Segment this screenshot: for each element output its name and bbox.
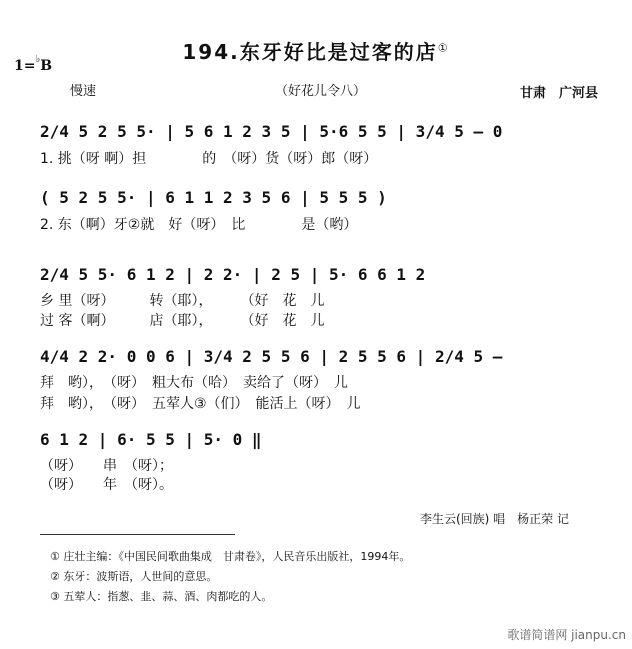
- lyric-line-7: （呀） 串 （呀）；: [40, 458, 173, 474]
- flat-sign: ♭: [35, 54, 41, 65]
- tempo-marking: 慢速: [70, 84, 97, 99]
- title-text: 194.东牙好比是过客的店: [182, 40, 438, 64]
- lyric-line-5: 拜 哟）， （呀） 粗大布（哈） 卖给了（呀） 儿: [40, 375, 348, 391]
- score-line-5: 6 1 2 | 6· 5 5 | 5· 0 ‖: [40, 430, 262, 449]
- score-line-2: ( 5 2 5 5· | 6 1 1 2 3 5 6 | 5 5 5 ): [40, 188, 387, 207]
- lyric-line-6: 拜 哟）， （呀） 五荤人③（们） 能活上（呀） 儿: [40, 396, 361, 412]
- region-label: 甘肃 广河县: [520, 86, 599, 101]
- lyric-line-2: 2. 东（啊）牙②就 好（呀） 比 是（哟）: [40, 217, 358, 233]
- performer-credit: 李生云(回族) 唱 杨正荣 记: [420, 512, 569, 526]
- lyric-line-3: 乡 里（呀） 转（耶）， （好 花 儿: [40, 293, 325, 309]
- key-signature: [14, 54, 53, 74]
- score-line-1: 2/4 5 2 5 5· | 5 6 1 2 3 5 | 5·6 5 5 | 3/4 5 — 0: [40, 122, 503, 141]
- lyric-line-4: 过 客（啊） 店（耶）， （好 花 儿: [40, 313, 325, 329]
- footnote-divider: [40, 534, 235, 535]
- watermark: 歌谱简谱网 jianpu.cn: [507, 628, 626, 642]
- lyric-line-1: 1. 挑（呀 啊）担 的 （呀）货（呀）郎（呀）: [40, 151, 378, 167]
- key-prefix: 1=: [14, 58, 36, 74]
- score-line-4: 4/4 2 2· 0 0 6 | 3/4 2 5 5 6 | 2 5 5 6 | 2/4 5 —: [40, 347, 503, 366]
- score-line-3: 2/4 5 5· 6 1 2 | 2 2· | 2 5 | 5· 6 6 1 2: [40, 265, 426, 284]
- key-note: B: [40, 58, 53, 74]
- title-footnote-mark: ①: [437, 41, 450, 55]
- lyric-line-8: （呀） 年 （呀）。: [40, 477, 173, 493]
- tune-name: （好花儿令八）: [275, 84, 367, 99]
- footnote-2: ② 东牙：波斯语，人世间的意思。: [50, 570, 218, 583]
- footnote-1: ① 庄壮主编：《中国民间歌曲集成 甘肃卷》，人民音乐出版社，1994年。: [50, 550, 411, 563]
- footnote-3: ③ 五荤人：指葱、韭、蒜、酒、肉都吃的人。: [50, 590, 273, 603]
- page-title: [0, 36, 632, 65]
